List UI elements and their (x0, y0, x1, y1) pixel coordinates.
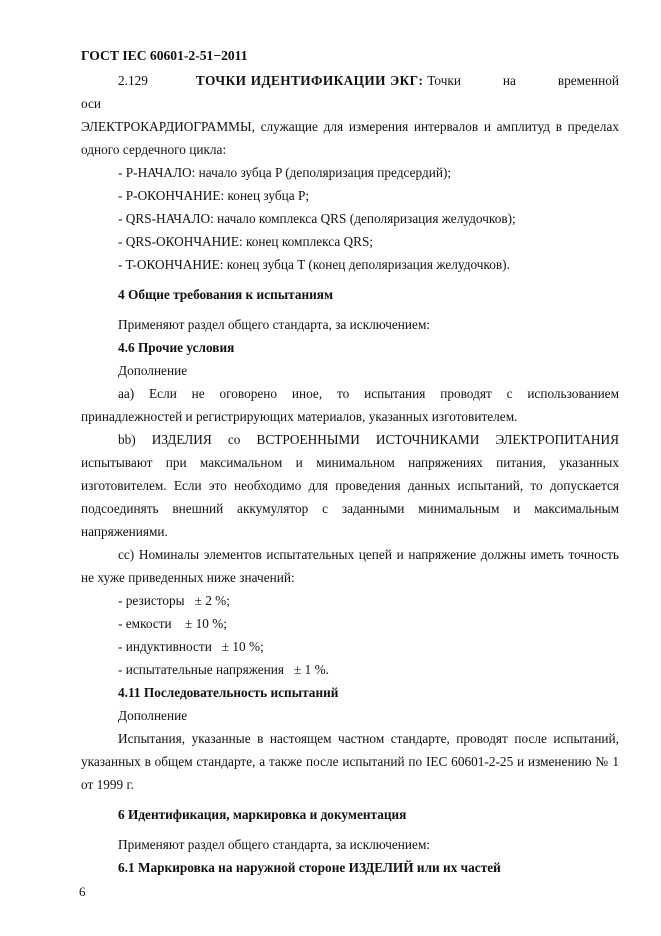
document-header: ГОСТ IEC 60601-2-51−2011 (81, 48, 248, 63)
list-item: - P-ОКОНЧАНИЕ: конец зубца P; (118, 188, 310, 203)
list-item: - P-НАЧАЛО: начало зубца P (деполяризация предсердий); (118, 165, 452, 180)
definition-line1-rest: Точки на временной оси (81, 73, 619, 111)
tolerance-item: - резисторы ± 2 %; (118, 593, 230, 608)
section-4-heading: 4 Общие требования к испытаниям (118, 287, 334, 302)
definition-text: ЭЛЕКТРОКАРДИОГРАММЫ, служащие для измерения интервалов и амплитуд в пределах одного сердечного цикла: (81, 119, 619, 157)
tolerance-item: - испытательные напряжения ± 1 %. (118, 662, 329, 677)
item-bb: bb) ИЗДЕЛИЯ со ВСТРОЕННЫМИ ИСТОЧНИКАМИ ЭЛЕКТРОПИТАНИЯ испытывают при максимальном и минимальном напряжениях питания, указанных изготовителем. Если это необходимо для проведения данных испытаний, то допускается подсоединять внешний аккумулятор с заданными минимальным и максимальным напряжениями. (81, 432, 619, 539)
page-number: 6 (79, 884, 86, 899)
item-cc: сс) Номиналы элементов испытательных цепей и напряжение должны иметь точность не хуже приведенных ниже значений: (81, 547, 619, 585)
item-aa: аа) Если не оговорено иное, то испытания проводят с использованием принадлежностей и регистрирующих материалов, указанных изготовителем. (81, 386, 619, 424)
list-item: - QRS-ОКОНЧАНИЕ: конец комплекса QRS; (118, 234, 374, 249)
section-6-intro: Применяют раздел общего стандарта, за исключением: (118, 837, 431, 852)
subsection-4-11-heading: 4.11 Последовательность испытаний (118, 685, 339, 700)
subsection-4-6-heading: 4.6 Прочие условия (118, 340, 235, 355)
list-item: - T-ОКОНЧАНИЕ: конец зубца T (конец деполяризация желудочков). (118, 257, 510, 272)
clause-number: 2.129 (118, 73, 148, 88)
document-page (81, 46, 619, 879)
section-4-intro: Применяют раздел общего стандарта, за исключением: (118, 317, 431, 332)
list-item: - QRS-НАЧАЛО: начало комплекса QRS (деполяризация желудочков); (118, 211, 516, 226)
addition-label: Дополнение (118, 708, 188, 723)
subsection-6-1-heading: 6.1 Маркировка на наружной стороне ИЗДЕЛИЙ или их частей (118, 860, 501, 875)
definition-2-129-line1 (81, 69, 619, 115)
tolerance-item: - емкости ± 10 %; (118, 616, 227, 631)
test-sequence-text: Испытания, указанные в настоящем частном стандарте, проводят после испытаний, указанных в общем стандарте, а также после испытаний по IEC 60601-2-25 и изменению № 1 от 1999 г. (81, 731, 619, 792)
tolerance-item: - индуктивности ± 10 %; (118, 639, 264, 654)
addition-label: Дополнение (118, 363, 188, 378)
term-title: ТОЧКИ ИДЕНТИФИКАЦИИ ЭКГ: (195, 73, 424, 88)
section-6-heading: 6 Идентификация, маркировка и документация (118, 807, 407, 822)
